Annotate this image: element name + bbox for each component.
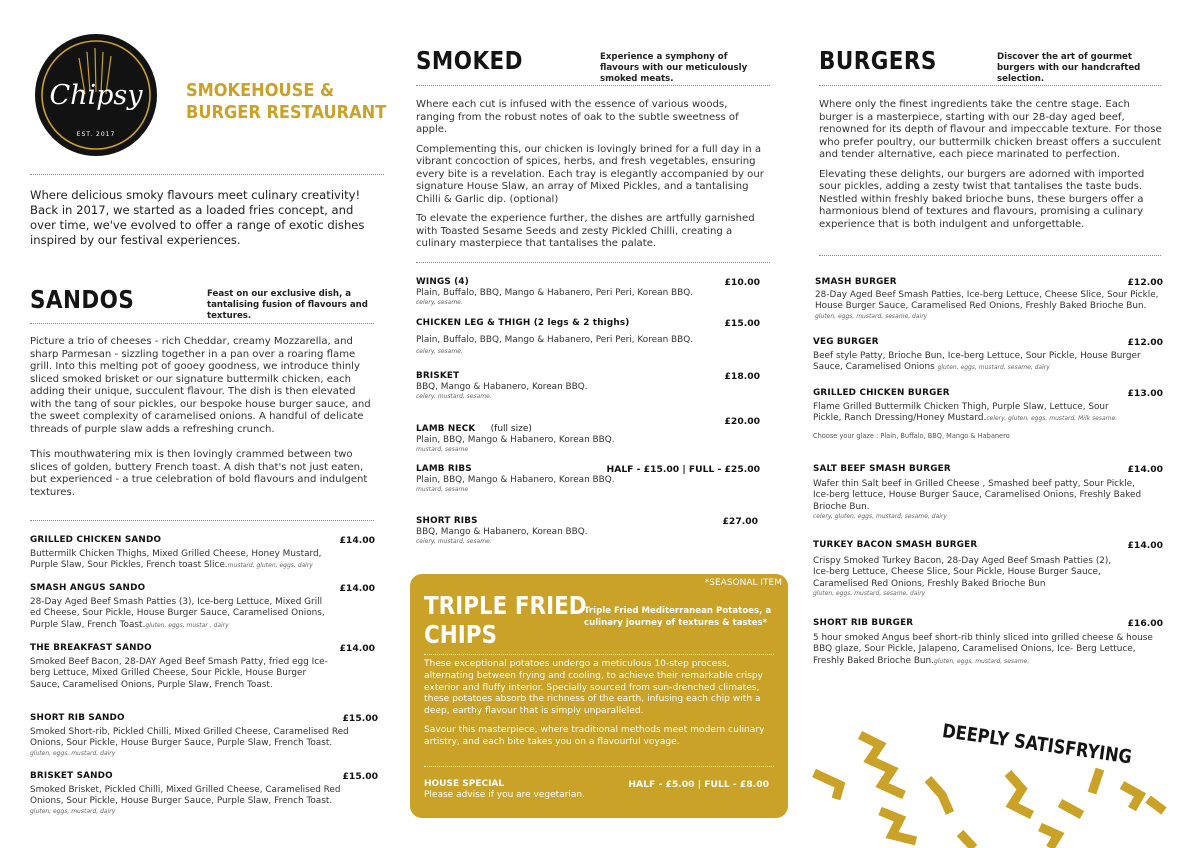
logo xyxy=(35,34,157,156)
item-description: Beef style Patty, Brioche Bun, Ice-berg Lettuce, Sour Pickle, House Burger Sauce, Caramelised Onions xyxy=(813,351,1141,373)
item-price: £10.00 xyxy=(724,277,760,288)
item-allergens: mustard, gluten, eggs, dairy xyxy=(227,562,313,570)
divider xyxy=(424,766,774,767)
item-description: Wafer thin Salt beef in Grilled Cheese , Smashed beef patty, Sour Pickle, Ice-berg lettuce, House Burger Sauce, Caramelised Onions, Freshly Baked Brioche Bun. xyxy=(813,479,1142,512)
item-name: SALT BEEF SMASH BURGER xyxy=(813,464,951,474)
item-allergens: gluten, eggs, mustard, sesame. xyxy=(934,657,1030,665)
item-price: £13.00 xyxy=(1127,388,1163,399)
item-price: £16.00 xyxy=(1127,618,1163,629)
menu-item xyxy=(813,464,1163,520)
menu-item xyxy=(813,388,1163,440)
item-allergens: celery, gluten, eggs, mustard, sesame, dairy xyxy=(813,513,947,521)
item-description: 5 hour smoked Angus beef short-rib thinly sliced into grilled cheese & house BBQ glaze, Sour Pickle, Jalapeno, Caramelised Onions, Ice- Berg Lettuce, Freshly Baked Brioche Bun. xyxy=(813,633,1153,666)
menu-item xyxy=(416,516,760,545)
divider xyxy=(30,174,384,175)
item-description: Crispy Smoked Turkey Bacon, 28-Day Aged Beef Smash Patties (2), Ice-berg Lettuce, Cheese Slice, Sour Pickle, House Burger Sauce, Caramelised Red Onions, Freshly Baked Brioche Bun xyxy=(813,556,1112,589)
smoked-paragraph: Where each cut is infused with the essence of various woods, ranging from the robust notes of oak to the subtle sweetness of apple. xyxy=(416,99,739,135)
tfc-title-line2: CHIPS xyxy=(424,620,498,649)
smoked-paragraph: To elevate the experience further, the dishes are artfully garnished with Toasted Sesame Seeds and zesty Pickled Chilli, creating a culinary masterpiece that tantalises the palate. xyxy=(416,213,755,249)
burgers-description xyxy=(819,99,1165,231)
item-allergens: celery, gluten, eggs, mustard, Milk sesame. xyxy=(986,415,1118,423)
menu-item xyxy=(30,713,378,757)
item-name: VEG BURGER xyxy=(813,337,879,347)
menu-item xyxy=(30,535,375,572)
item-name: TURKEY BACON SMASH BURGER xyxy=(813,540,978,550)
smoked-paragraph: Complementing this, our chicken is lovingly brined for a full day in a vibrant concoction of spices, herbs, and fresh vegetables, ensuring every bite is a revelation. Each tray is elegantly accompanied by our signature House Slaw, an array of Mixed Pickles, and a tantalising Chilli & Garlic dip. (optional) xyxy=(416,143,764,205)
item-description: Smoked Short-rib, Pickled Chilli, Mixed Grilled Cheese, Caramelised Red Onions, Sour Pickle, House Burger Sauce, Purple Slaw, French Toast. xyxy=(30,727,349,749)
menu-item xyxy=(813,618,1163,667)
item-description: 28-Day Aged Beef Smash Patties (3), Ice-berg Lettuce, Mixed Grill ed Cheese, Sour Pickle, House Burger Sauce, Caramelised Onions, Purple Slaw, French Toast. xyxy=(30,597,325,630)
tagline-line2: BURGER RESTAURANT xyxy=(186,102,387,123)
item-name: SHORT RIB SANDO xyxy=(30,713,125,723)
item-allergens: gluten, eggs, mustard, sesame, dairy xyxy=(937,364,1050,372)
item-description: 28-Day Aged Beef Smash Patties, Ice-berg Lettuce, Cheese Slice, Sour Pickle, House Burger Sauce, Caramelised Red Onions, Freshly Baked Brioche Bun. xyxy=(815,290,1159,312)
item-description: Smoked Beef Bacon, 28-DAY Aged Beef Smash Patty, fried egg Ice-berg Lettuce, Mixed Grilled Cheese, Sour Pickle, House Burger Sauce, Caramelised Onions, Purple Slaw, French Toast. xyxy=(30,657,328,690)
sandos-description xyxy=(30,336,378,499)
item-name: LAMB RIBS xyxy=(416,464,472,474)
intro-text: Where delicious smoky flavours meet culinary creativity! Back in 2017, we started as a loaded fries concept, and over time, we've evolved to offer a range of exotic dishes inspired by our festival experiences. xyxy=(30,188,365,247)
item-price: £14.00 xyxy=(1127,540,1163,551)
item-name: WINGS (4) xyxy=(416,277,469,287)
tfc-title-line1: TRIPLE FRIED xyxy=(424,591,587,620)
item-allergens: celery, sesame. xyxy=(416,299,463,307)
menu-item xyxy=(30,771,378,815)
burgers-paragraph: Where only the finest ingredients take the centre stage. Each burger is a masterpiece, starting with our 28-day aged beef, renowned for its depth of flavour and impeccable texture. For those who prefer poultry, our buttermilk chicken breast offers a succulent and tender alternative, each piece marinated to perfection. xyxy=(819,99,1162,160)
smoked-description xyxy=(416,99,764,251)
item-allergens: gluten, eggs, mustard, sesame, dairy xyxy=(815,312,928,320)
item-allergens: celery, sesame. xyxy=(416,348,463,356)
menu-item xyxy=(416,371,760,400)
menu-item xyxy=(813,337,1163,374)
item-price: £15.00 xyxy=(342,771,378,782)
glaze-options: Choose your glaze : Plain, Buffalo, BBQ, Mango & Habanero xyxy=(813,431,1010,440)
menu-item xyxy=(30,643,375,691)
sandos-paragraph: This mouthwatering mix is then lovingly crammed between two slices of golden, buttery French toast. A dish that's not just eaten, but experienced - a true celebration of bold flavours and indulgent textures. xyxy=(30,449,368,498)
item-allergens: gluten, eggs, mustar , dairy xyxy=(145,621,229,629)
item-price: £18.00 xyxy=(724,371,760,382)
menu-item xyxy=(813,540,1163,597)
item-name-suffix: (full size) xyxy=(490,424,532,434)
item-description: Please advise if you are vegetarian. xyxy=(424,790,585,800)
item-price: £14.00 xyxy=(1127,464,1163,475)
item-price: £14.00 xyxy=(339,643,375,654)
tfc-description xyxy=(424,659,780,749)
item-price: £14.00 xyxy=(339,535,375,546)
tagline-line1: SMOKEHOUSE & xyxy=(186,80,335,101)
item-name: SHORT RIBS xyxy=(416,516,478,526)
menu-item xyxy=(416,464,760,493)
slogan: DEEPLY SATISFRYING xyxy=(940,720,1134,769)
menu-item xyxy=(416,416,760,453)
divider xyxy=(30,520,374,521)
item-price: HALF - £15.00 | FULL - £25.00 xyxy=(606,464,760,475)
item-allergens: mustard, sesame xyxy=(416,446,469,454)
item-price: HALF - £5.00 | FULL - £8.00 xyxy=(628,779,769,790)
divider xyxy=(416,85,770,86)
item-name: BRISKET SANDO xyxy=(30,771,113,781)
item-name: THE BREAKFAST SANDO xyxy=(30,643,152,653)
seasonal-badge: *SEASONAL ITEM xyxy=(704,578,782,588)
item-description: Smoked Brisket, Pickled Chilli, Mixed Grilled Cheese, Caramelised Red Onions, Sour Pickle, House Burger Sauce, Purple Slaw, French Toast. xyxy=(30,785,341,807)
item-description: Plain, BBQ, Mango & Habanero, Korean BBQ. xyxy=(416,435,615,445)
item-name: GRILLED CHICKEN SANDO xyxy=(30,535,162,545)
item-price: £14.00 xyxy=(339,583,375,594)
menu-item xyxy=(416,318,760,355)
item-price: £15.00 xyxy=(724,318,760,329)
item-name: HOUSE SPECIAL xyxy=(424,779,505,789)
item-description: Buttermilk Chicken Thighs, Mixed Grilled Cheese, Honey Mustard, Purple Slaw, Sour Pickles, French toast Slice. xyxy=(30,549,322,571)
tfc-paragraph: Savour this masterpiece, where traditional methods meet modern culinary artistry, and each bite takes you on a flavourful voyage. xyxy=(424,724,765,747)
smoked-tagline: Experience a symphony of flavours with our meticulously smoked meats. xyxy=(600,52,748,84)
item-description: Plain, BBQ, Mango & Habanero, Korean BBQ. xyxy=(416,475,615,485)
item-allergens: mustard, sesame xyxy=(416,486,469,494)
burgers-tagline: Discover the art of gourmet burgers with our handcrafted selection. xyxy=(997,52,1141,84)
item-description: Flame Grilled Buttermilk Chicken Thigh, Purple Slaw, Lettuce, Sour Pickle, Ranch Dressing/Honey Mustard. xyxy=(813,402,1109,424)
tfc-paragraph: These exceptional potatoes undergo a meticulous 10-step process, alternating between frying and cooling, to achieve their remarkable crispy exterior and fluffy interior. Specially sourced from sun-drenched climates, these potatoes absorb the richness of the earth, infusing each chip with a deep, earthy flavour that is simply unparalleled. xyxy=(424,659,764,717)
item-price: £12.00 xyxy=(1127,277,1163,288)
divider xyxy=(416,262,770,263)
item-allergens: gluten, eggs, mustard, dairy xyxy=(30,749,116,757)
item-description: BBQ, Mango & Habanero, Korean BBQ. xyxy=(416,382,588,392)
divider xyxy=(30,323,374,324)
menu-item xyxy=(30,583,375,631)
logo-est: EST. 2017 xyxy=(76,131,116,138)
item-price: £12.00 xyxy=(1127,337,1163,348)
item-price: £20.00 xyxy=(724,416,760,427)
burgers-title: BURGERS xyxy=(819,46,937,75)
item-name: BRISKET xyxy=(416,371,460,381)
item-description: Plain, Buffalo, BBQ, Mango & Habanero, Peri Peri, Korean BBQ. xyxy=(416,288,694,298)
item-name: CHICKEN LEG & THIGH (2 legs & 2 thighs) xyxy=(416,318,630,328)
triple-fried-chips-box xyxy=(410,574,788,818)
menu-item xyxy=(815,277,1163,320)
divider xyxy=(819,255,1161,256)
item-name: LAMB NECK xyxy=(416,424,476,434)
item-description: BBQ, Mango & Habanero, Korean BBQ. xyxy=(416,527,588,537)
item-name: SHORT RIB BURGER xyxy=(813,618,914,628)
item-allergens: celery, mustard, sesame. xyxy=(416,538,492,546)
item-allergens: celery, mustard, sesame. xyxy=(416,393,492,401)
item-price: £15.00 xyxy=(342,713,378,724)
item-name: SMASH ANGUS SANDO xyxy=(30,583,146,593)
tfc-tagline: Triple Fried Mediterranean Potatoes, a culinary journey of textures & tastes* xyxy=(584,606,772,628)
smoked-title: SMOKED xyxy=(416,46,523,75)
divider xyxy=(819,85,1161,86)
item-name: GRILLED CHICKEN BURGER xyxy=(813,388,950,398)
burgers-paragraph: Elevating these delights, our burgers are adorned with imported sour pickles, adding a zesty twist that tantalises the taste buds. Nestled within freshly baked brioche buns, these burgers offer a harmonious blend of textures and flavours, promising a culinary experience that is both indulgent and unforgettable. xyxy=(819,168,1145,230)
item-allergens: gluten, eggs, mustard, dairy xyxy=(30,807,116,815)
divider xyxy=(424,654,774,655)
item-price: £27.00 xyxy=(722,516,758,527)
item-name: SMASH BURGER xyxy=(815,277,897,287)
sandos-title: SANDOS xyxy=(30,285,135,314)
item-description: Plain, Buffalo, BBQ, Mango & Habanero, Peri Peri, Korean BBQ. xyxy=(416,335,694,345)
house-special-item xyxy=(424,779,769,800)
menu-item xyxy=(416,277,760,306)
sandos-tagline: Feast on our exclusive dish, a tantalising fusion of flavours and textures. xyxy=(207,289,368,321)
sandos-paragraph: Picture a trio of cheeses - rich Cheddar, creamy Mozzarella, and sharp Parmesan - sizzling together in a pan over a roaring flame grill. Into this melting pot of gooey goodness, we introduce thinly sliced smoked brisket or our signature buttermilk chicken, each adding their unique, succulent flavour. The dish is then elevated with the tang of sour pickles, our bespoke house burger sauce, and the sweet complexity of caramelised onions. A handful of delicate threads of purple slaw adds a refreshing crunch. xyxy=(30,336,371,435)
logo-text: Chipsy xyxy=(49,80,143,111)
item-allergens: gluten, eggs, mustard, sesame, dairy xyxy=(813,590,926,598)
